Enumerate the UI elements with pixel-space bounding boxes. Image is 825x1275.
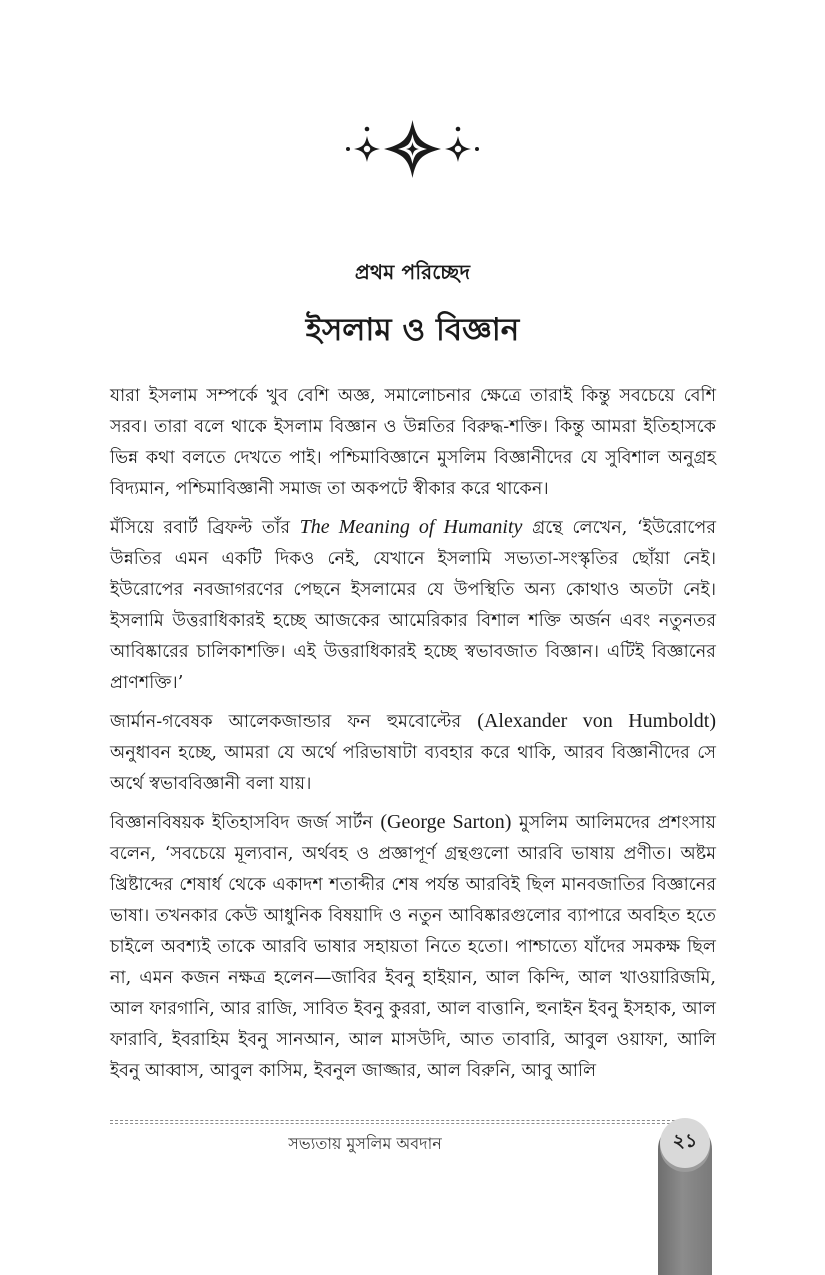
paragraph-3-intro: জার্মান-গবেষক আলেকজান্ডার ফন হুমবোল্টের [110,712,478,732]
chapter-title: ইসলাম ও বিজ্ঞান [305,312,520,348]
humboldt-name: (Alexander von Humboldt) [477,710,717,732]
paragraph-2-quote: গ্রন্থে লেখেন, ‘ইউরোপের উন্নতির এমন একটি দিকও নেই, যেখানে ইসলামি সভ্যতা-সংস্কৃতির ছোঁয়া নেই। ইউরোপের নবজাগরণের পেছনে ইসলামের যে উপস্থিতি অন্য কোথাও অতটা নেই। ইসলামি উত্তরাধিকারই হচ্ছে আজকের আমেরিকার বিশাল শক্তি অর্জন এবং নতুনতর আবিষ্কারের চালিকাশক্তি। এই উত্তরাধিকারই হচ্ছে স্বভাবজাত বিজ্ঞান। এটিই বিজ্ঞানের প্রাণশক্তি।’ [110,518,717,693]
book-title-italic: The Meaning of Humanity [299,516,523,538]
running-footer-book-title: সভ্যতায় মুসলিম অবদান [288,1134,442,1153]
page-number: ২১ [660,1118,710,1168]
paragraph-4-intro: বিজ্ঞানবিষয়ক ইতিহাসবিদ জর্জ সার্টন [110,813,381,833]
footer-divider [110,1120,680,1124]
sarton-name: (George Sarton) [380,811,512,833]
paragraph-4 [110,807,716,1087]
paragraph-2-intro: মঁসিয়ে রবার্ট ব্রিফল্ট তাঁর [110,518,300,538]
paragraph-1: যারা ইসলাম সম্পর্কে খুব বেশি অজ্ঞ, সমালোচনার ক্ষেত্রে তারাই কিন্তু সবচেয়ে বেশি সরব। তারা বলে থাকে ইসলাম বিজ্ঞান ও উন্নতির বিরুদ্ধ-শক্তি। কিন্তু আমরা ইতিহাসকে ভিন্ন কথা বলতে দেখতে পাই। পশ্চিমাবিজ্ঞানে মুসলিম বিজ্ঞানীদের যে সুবিশাল অনুগ্রহ বিদ্যমান, পশ্চিমাবিজ্ঞানী সমাজ তা অকপটে স্বীকার করে থাকেন। [110,386,716,499]
body-text [110,381,716,1087]
paragraph-4-body: মুসলিম আলিমদের প্রশংসায় বলেন, ‘সবচেয়ে মূল্যবান, অর্থবহ ও প্রজ্ঞাপূর্ণ গ্রন্থগুলো আরবি ভাষায় প্রণীত। অষ্টম খ্রিষ্টাব্দের শেষার্ধ থেকে একাদশ শতাব্দীর শেষ পর্যন্ত আরবিই ছিল মানবজাতির বিজ্ঞানের ভাষা। তখনকার কেউ আধুনিক বিষয়াদি ও নতুন আবিষ্কারগুলোর ব্যাপারে অবহিত হতে চাইলে অবশ্যই তাকে আরবি ভাষার সহায়তা নিতে হতো। পাশ্চাত্যে যাঁদের সমকক্ষ ছিল না, এমন কজন নক্ষত্র হলেন—জাবির ইবনু হাইয়ান, আল কিন্দি, আল খাওয়ারিজমি, আল ফারগানি, আর রাজি, সাবিত ইবনু কুররা, আল বাত্তানি, হুনাইন ইবনু ইসহাক, আল ফারাবি, ইবরাহিম ইবনু সানআন, আল মাসউদি, আত তাবারি, আবুল ওয়াফা, আলি ইবনু আব্বাস, আবুল কাসিম, ইবনুল জাজ্জার, আল বিরুনি, আবু আলি [110,813,716,1081]
diamond-star-ornament-icon [345,118,480,180]
paragraph-2 [110,512,716,699]
chapter-label: প্রথম পরিচ্ছেদ [354,260,471,284]
paragraph-3-body: অনুধাবন হচ্ছে, আমরা যে অর্থে পরিভাষাটা ব্যবহার করে থাকি, আরব বিজ্ঞানীদের সে অর্থে স্বভাববিজ্ঞানী বলা যায়। [110,743,716,794]
paragraph-3 [110,706,716,800]
